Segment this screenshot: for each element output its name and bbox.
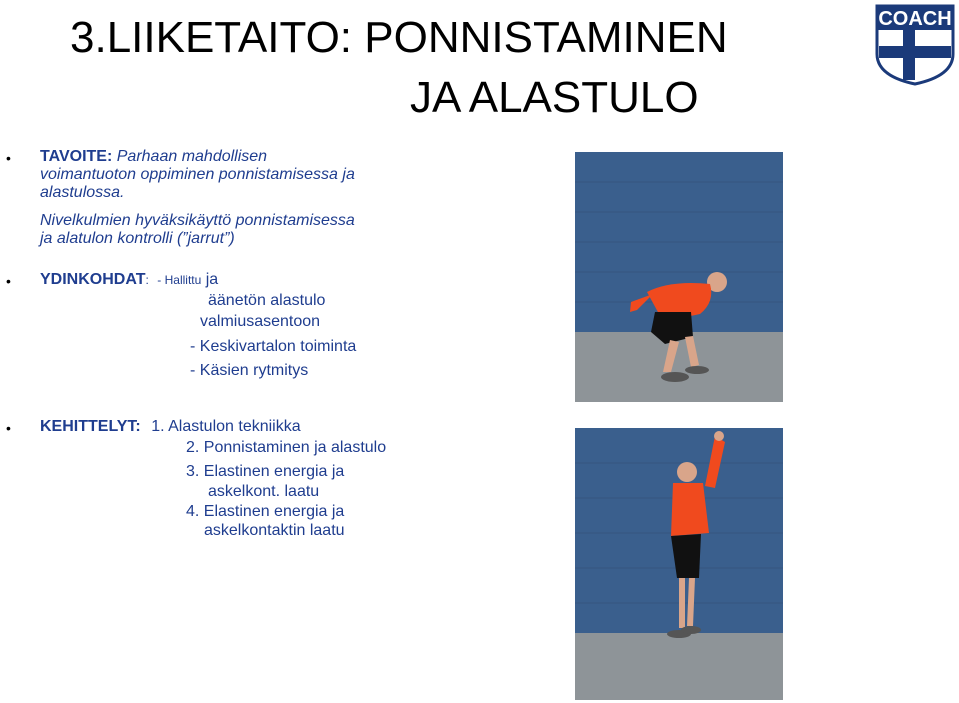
key-point-1-rest: ja (205, 271, 219, 288)
goal-line2: voimantuoton oppiminen ponnistamisessa ja (40, 166, 355, 183)
goal-label: TAVOITE: (40, 148, 113, 165)
slide-title-line2: JA ALASTULO (410, 73, 699, 122)
key-points-colon: : (145, 273, 149, 287)
key-point-1-line3: valmiusasentoon (200, 313, 321, 330)
key-points-label: YDINKOHDAT (40, 271, 146, 288)
progressions-line1 (40, 418, 301, 436)
goal-line1 (40, 148, 267, 166)
bullet-progressions: • (6, 420, 11, 436)
bullet-key-points: • (6, 273, 11, 289)
coach-logo-icon (873, 4, 957, 86)
slide-title-line1: 3.LIIKETAITO: PONNISTAMINEN (70, 13, 728, 62)
key-point-1-prefix: - Hallittu (157, 273, 202, 287)
vertical-jump-photo (575, 428, 783, 700)
progression-3-line2: askelkont. laatu (208, 483, 320, 500)
progression-1: 1. Alastulon tekniikka (151, 418, 301, 435)
progressions-label: KEHITTELYT: (40, 418, 141, 435)
key-point-2: - Keskivartalon toiminta (190, 338, 357, 355)
progression-4-line2: askelkontaktin laatu (204, 522, 345, 539)
goal-text-1: Parhaan mahdollisen (116, 148, 268, 165)
progression-4-line1: 4. Elastinen energia ja (186, 503, 345, 520)
progression-2: 2. Ponnistaminen ja alastulo (186, 439, 387, 456)
landing-squat-photo (575, 152, 783, 402)
key-point-3: - Käsien rytmitys (190, 362, 309, 379)
goal-line5: ja alatulon kontrolli (”jarrut”) (40, 230, 235, 247)
key-point-1-line2: äänetön alastulo (208, 292, 326, 309)
bullet-goal: • (6, 150, 11, 166)
goal-line3: alastulossa. (40, 184, 125, 201)
key-points-line1 (40, 271, 218, 289)
goal-line4: Nivelkulmien hyväksikäyttö ponnistamisessa (40, 212, 355, 229)
logo-text: COACH (878, 8, 952, 30)
progression-3-line1: 3. Elastinen energia ja (186, 463, 345, 480)
